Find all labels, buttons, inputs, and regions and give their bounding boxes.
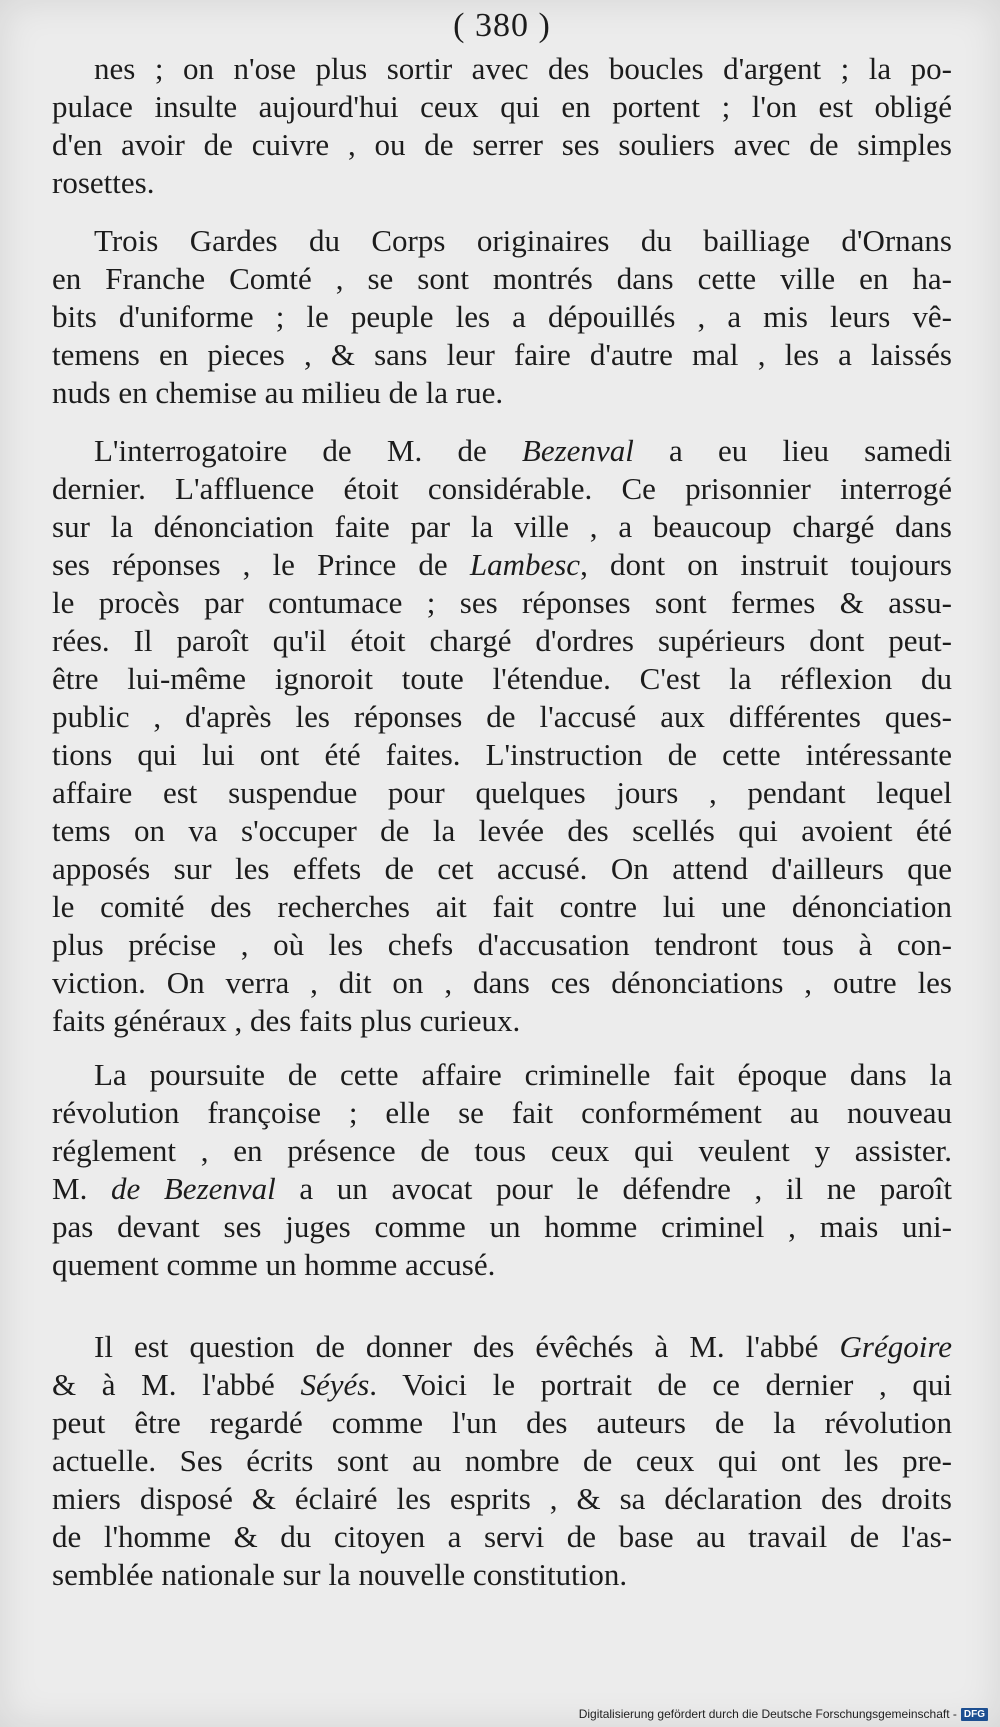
text-line (52, 1328, 952, 1366)
text-line (52, 850, 952, 888)
text-line (52, 1056, 952, 1094)
book-page (52, 0, 952, 1690)
text-segment: L'interrogatoire de M. de (94, 433, 522, 468)
credit-text: Digitalisierung gefördert durch die Deutsche Forschungsgemeinschaft - (578, 1707, 957, 1721)
text-line (52, 736, 952, 774)
text-line (52, 1246, 952, 1284)
italic-name: Grégoire (839, 1329, 952, 1364)
text-line (52, 926, 952, 964)
text-segment: . Voici le portrait de ce dernier , qui (369, 1367, 952, 1402)
text-line (52, 1442, 952, 1480)
text-line (52, 126, 952, 164)
text-segment: La poursuite de cette affaire criminelle fait époque dans la (94, 1057, 952, 1092)
page-number: ( 380 ) (453, 7, 551, 44)
text-line (52, 260, 952, 298)
text-line (52, 660, 952, 698)
text-line (52, 888, 952, 926)
text-segment: , dont on instruit toujours (580, 547, 952, 582)
text-segment: faits généraux , des faits plus curieux. (52, 1003, 521, 1038)
paragraph-interrogatoire (52, 432, 952, 1040)
text-line (52, 1480, 952, 1518)
text-segment: rées. Il paroît qu'il étoit chargé d'ordres supérieurs dont peut- (52, 623, 952, 658)
text-line (52, 298, 952, 336)
text-segment: miers disposé & éclairé les esprits , & sa déclaration des droits (52, 1481, 952, 1516)
text-segment: plus précise , où les chefs d'accusation tendront tous à con- (52, 927, 952, 962)
text-segment: tions qui lui ont été faites. L'instruction de cette intéressante (52, 737, 952, 772)
text-line (52, 698, 952, 736)
text-line (52, 1132, 952, 1170)
dfg-logo: DFG (961, 1708, 988, 1721)
text-segment: & à M. l'abbé (52, 1367, 301, 1402)
text-line (52, 1208, 952, 1246)
text-segment: le procès par contumace ; ses réponses sont fermes & assu- (52, 585, 952, 620)
text-segment: rosettes. (52, 165, 155, 200)
text-segment: tems on va s'occuper de la levée des scellés qui avoient été (52, 813, 952, 848)
text-segment: d'en avoir de cuivre , ou de serrer ses souliers avec de simples (52, 127, 952, 162)
digitization-credit (579, 1707, 988, 1721)
text-segment: a un avocat pour le défendre , il ne paroît (275, 1171, 952, 1206)
text-line (52, 508, 952, 546)
text-line (52, 774, 952, 812)
text-line (52, 964, 952, 1002)
text-segment: bits d'uniforme ; le peuple les a dépouillés , a mis leurs vê- (52, 299, 952, 334)
text-line (52, 1556, 952, 1594)
text-segment: de l'homme & du citoyen a servi de base au travail de l'as- (52, 1519, 952, 1554)
text-segment: affaire est suspendue pour quelques jours , pendant lequel (52, 775, 952, 810)
text-line (52, 1518, 952, 1556)
paragraph-gardes-du-corps (52, 222, 952, 412)
text-line (52, 584, 952, 622)
text-segment: actuelle. Ses écrits sont au nombre de ceux qui ont les pre- (52, 1443, 952, 1478)
text-segment: M. (52, 1171, 111, 1206)
text-segment: peut être regardé comme l'un des auteurs de la révolution (52, 1405, 952, 1440)
text-line (52, 50, 952, 88)
text-segment: viction. On verra , dit on , dans ces dénonciations , outre les (52, 965, 952, 1000)
text-segment: le comité des recherches ait fait contre lui une dénonciation (52, 889, 952, 924)
text-line (52, 1170, 952, 1208)
italic-name: Séyés (300, 1367, 370, 1402)
italic-name: Lambesc (469, 547, 581, 582)
text-segment: a eu lieu samedi (633, 433, 952, 468)
text-line (52, 622, 952, 660)
text-line (52, 1366, 952, 1404)
text-line (52, 470, 952, 508)
text-segment: public , d'après les réponses de l'accusé aux différentes ques- (52, 699, 952, 734)
text-line (52, 812, 952, 850)
text-line (52, 336, 952, 374)
italic-name: Bezenval (521, 433, 634, 468)
text-segment: ses réponses , le Prince de (52, 547, 470, 582)
text-line (52, 546, 952, 584)
paragraph-poursuite (52, 1056, 952, 1284)
text-segment: dernier. L'affluence étoit considérable. Ce prisonnier interrogé (52, 471, 952, 506)
text-segment: quement comme un homme accusé. (52, 1247, 496, 1282)
paragraph-eveches (52, 1328, 952, 1594)
text-segment: pulace insulte aujourd'hui ceux qui en portent ; l'on est obligé (52, 89, 952, 124)
text-segment: en Franche Comté , se sont montrés dans cette ville en ha- (52, 261, 952, 296)
text-segment: être lui-même ignoroit toute l'étendue. C'est la réflexion du (52, 661, 952, 696)
text-line (52, 164, 952, 202)
text-segment: apposés sur les effets de cet accusé. On attend d'ailleurs que (52, 851, 952, 886)
text-line (52, 1094, 952, 1132)
text-segment: sur la dénonciation faite par la ville , a beaucoup chargé dans (52, 509, 952, 544)
text-line (52, 1002, 952, 1040)
text-segment: nes ; on n'ose plus sortir avec des boucles d'argent ; la po- (94, 51, 952, 86)
text-segment: révolution françoise ; elle se fait conformément au nouveau (52, 1095, 952, 1130)
text-line (52, 88, 952, 126)
text-segment: Trois Gardes du Corps originaires du bailliage d'Ornans (94, 223, 952, 258)
italic-name: de Bezenval (110, 1171, 276, 1206)
text-line (52, 432, 952, 470)
text-line (52, 374, 952, 412)
paragraph-buckles (52, 50, 952, 202)
text-segment: nuds en chemise au milieu de la rue. (52, 375, 504, 410)
text-segment: semblée nationale sur la nouvelle constitution. (52, 1557, 628, 1592)
text-line (52, 222, 952, 260)
text-line (52, 1404, 952, 1442)
text-segment: Il est question de donner des évêchés à M. l'abbé (94, 1329, 840, 1364)
text-segment: pas devant ses juges comme un homme criminel , mais uni- (52, 1209, 952, 1244)
text-segment: réglement , en présence de tous ceux qui veulent y assister. (52, 1133, 952, 1168)
text-segment: temens en pieces , & sans leur faire d'autre mal , les a laissés (52, 337, 952, 372)
